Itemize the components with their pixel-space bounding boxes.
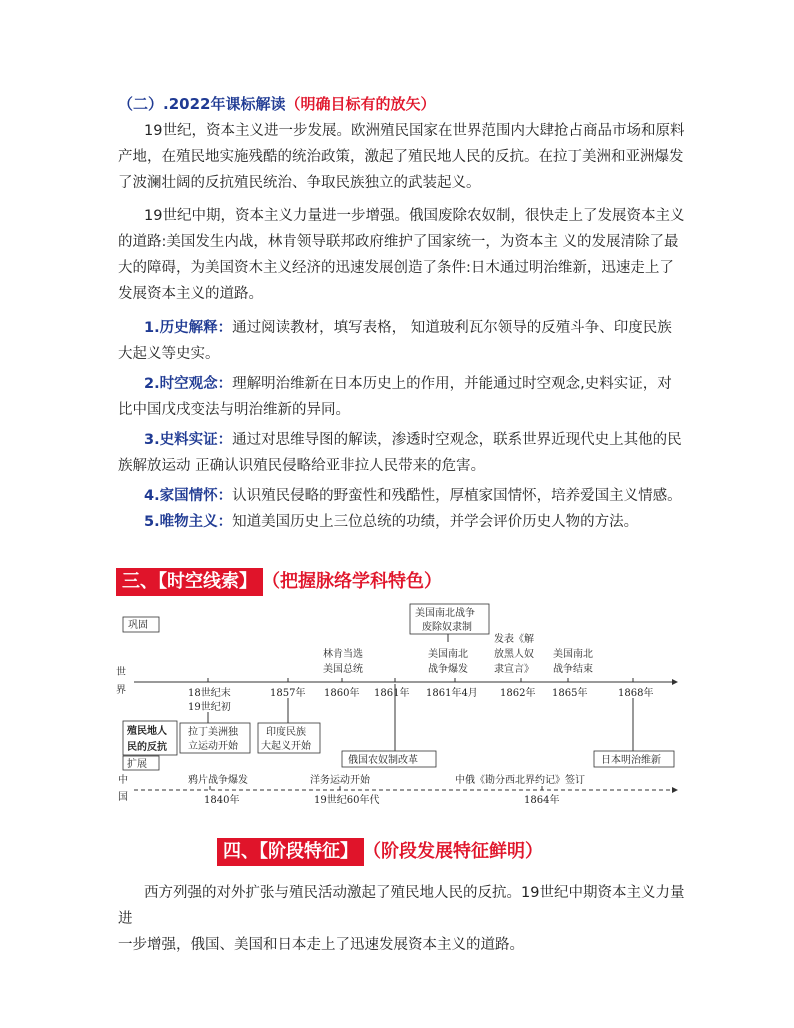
india-box-text-1: 印度民族 — [266, 727, 306, 738]
emancipation-text-2: 放黑人奴 — [494, 649, 534, 660]
lincoln-text-2: 美国总统 — [323, 664, 363, 675]
date-1861-apr: 1861年4月 — [426, 688, 478, 699]
emancipation-text-1: 发表《解 — [494, 634, 534, 645]
china-axis-arrow — [672, 787, 678, 793]
china-date-1860s: 19世纪60年代 — [314, 795, 380, 805]
civil-box-text-1: 美国南北战争 — [415, 608, 475, 619]
world-label-2: 界 — [116, 685, 126, 696]
timeline-diagram — [110, 600, 690, 805]
goal-item-3: 3.史料实证：通过对思维导图的解读，渗透时空观念，联系世界近现代史上其他的民 族解放运动 正确认识殖民侵略给亚非拉人民带来的危害。 — [118, 432, 682, 474]
civil-end-text-2: 战争结束 — [553, 664, 593, 675]
goal-item-2: 2.时空观念：理解明治维新在日本历史上的作用，并能通过时空观念,史料实证，对 比中国戊戌变法与明治维新的异同。 — [118, 376, 672, 418]
section-title-note: （明确目标有的放矢） — [285, 95, 436, 113]
date-1862: 1862年 — [500, 688, 536, 699]
section-title: （二）.2022年课标解读（明确目标有的放矢） — [118, 95, 436, 113]
china-label-2: 国 — [118, 792, 128, 803]
china-date-1840: 1840年 — [204, 795, 240, 805]
russia-box-text: 俄国农奴制改革 — [348, 755, 418, 766]
world-axis-arrow — [672, 679, 678, 685]
stage-feature-paragraph: 西方列强的对外扩张与殖民活动激起了殖民地人民的反抗。19世纪中期资本主义力量进 一步增强，俄国、美国和日本走上了迅速发展资本主义的道路。 — [118, 885, 685, 953]
date-19c-start: 19世纪初 — [188, 702, 231, 713]
paragraph-2: 19世纪中期，资本主义力量进一步增强。俄国废除农奴制，很快走上了发展资本主义 的道路:美国发生内战，林肯领导联邦政府维护了国家统一，为资本主 义的发展清除了最 大的障碍，为美国资木主义经济的迅速发展创造了条件:日木通过明治维新，迅速走上了 发展资本主义的道路。 — [118, 208, 685, 302]
japan-box-text: 日本明治维新 — [601, 755, 661, 766]
latin-box-text-1: 拉丁美洲独 — [188, 727, 238, 738]
date-1868: 1868年 — [618, 688, 654, 699]
civil-start-text-1: 美国南北 — [428, 649, 468, 660]
section-4-heading-note: （阶段发展特征鲜明） — [363, 841, 543, 862]
date-18c-end: 18世纪末 — [188, 688, 231, 699]
colony-label-1: 殖民地人 — [127, 726, 167, 737]
china-label-1: 中 — [118, 775, 128, 786]
date-1860: 1860年 — [324, 688, 360, 699]
india-box-text-2: 大起义开始 — [261, 741, 311, 752]
goal-item-5: 5.唯物主义：知道美国历史上三位总统的功绩，并学会评价历史人物的方法。 — [144, 514, 639, 530]
section-3-heading: 三、【时空线索】 — [116, 568, 263, 596]
date-1865: 1865年 — [552, 688, 588, 699]
section-3-heading-note: （把握脉络学科特色） — [262, 571, 442, 592]
china-event-treaty: 中俄《勘分西北界约记》签订 — [455, 775, 585, 786]
civil-start-text-2: 战争爆发 — [428, 664, 468, 675]
world-label-1: 世 — [116, 667, 126, 678]
colony-label-2: 民的反抗 — [127, 742, 167, 753]
goal-item-4: 4.家国情怀：认识殖民侵略的野蛮性和残酷性，厚植家国情怀，培养爱国主义情感。 — [144, 488, 682, 504]
date-1857: 1857年 — [270, 688, 306, 699]
goal-item-1: 1.历史解释：通过阅读教材，填写表格， 知道玻利瓦尔领导的反殖斗争、印度民族 大起义等史实。 — [118, 320, 672, 362]
kuozhan-label: 扩展 — [127, 759, 147, 770]
gonggu-label: 巩固 — [128, 620, 148, 631]
date-1861: 1861年 — [374, 688, 410, 699]
lincoln-text-1: 林肯当选 — [323, 649, 363, 660]
emancipation-text-3: 隶宣言》 — [494, 664, 534, 675]
china-event-opium: 鸦片战争爆发 — [188, 775, 248, 786]
china-event-self-strengthening: 洋务运动开始 — [310, 775, 370, 786]
civil-box-text-2: 废除奴隶制 — [422, 622, 472, 633]
section-4-heading: 四、【阶段特征】 — [217, 838, 364, 866]
china-date-1864: 1864年 — [524, 795, 560, 805]
paragraph-1: 19世纪，资本主义进一步发展。欧洲殖民国家在世界范围内大肆抢占商品市场和原料 产地，在殖民地实施残酷的统治政策，激起了殖民地人民的反抗。在拉丁美洲和亚洲爆发 了波澜壮阔的反抗殖民统治、争取民族独立的武装起义。 — [118, 123, 685, 191]
civil-end-text-1: 美国南北 — [553, 649, 593, 660]
latin-box-text-2: 立运动开始 — [188, 741, 238, 752]
